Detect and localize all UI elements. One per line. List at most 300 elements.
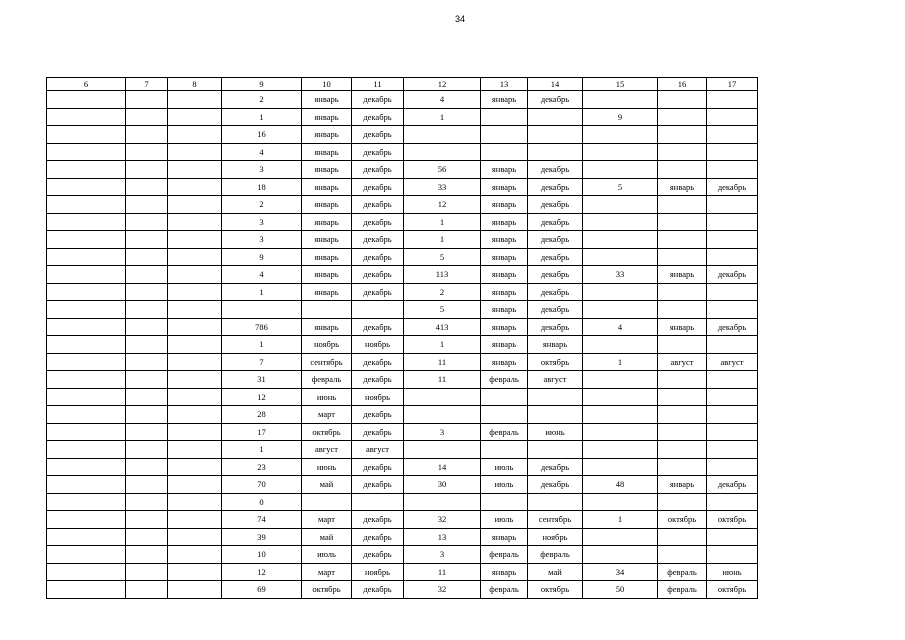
table-cell bbox=[168, 248, 222, 266]
table-cell bbox=[126, 476, 168, 494]
table-cell bbox=[47, 213, 126, 231]
table-cell bbox=[528, 493, 583, 511]
table-cell: 3 bbox=[404, 546, 481, 564]
table-cell: январь bbox=[658, 266, 707, 284]
table-cell: 31 bbox=[222, 371, 302, 389]
table-cell bbox=[583, 91, 658, 109]
table-cell: декабрь bbox=[707, 266, 758, 284]
table-cell bbox=[707, 336, 758, 354]
table-cell bbox=[707, 406, 758, 424]
table-cell: июль bbox=[481, 458, 528, 476]
column-header-0: 6 bbox=[47, 78, 126, 91]
table-cell bbox=[168, 213, 222, 231]
table-cell: 4 bbox=[222, 266, 302, 284]
table-cell bbox=[168, 196, 222, 214]
table-cell bbox=[47, 178, 126, 196]
table-cell: февраль bbox=[481, 546, 528, 564]
table-cell: июль bbox=[302, 546, 352, 564]
table-cell bbox=[126, 353, 168, 371]
table-cell bbox=[126, 581, 168, 599]
table-cell: 70 bbox=[222, 476, 302, 494]
table-cell bbox=[126, 178, 168, 196]
table-cell bbox=[583, 161, 658, 179]
table-row bbox=[47, 388, 758, 406]
table-cell bbox=[222, 301, 302, 319]
table-cell bbox=[658, 441, 707, 459]
column-header-8: 14 bbox=[528, 78, 583, 91]
table-cell bbox=[481, 493, 528, 511]
table-cell bbox=[168, 108, 222, 126]
table-cell: 13 bbox=[404, 528, 481, 546]
table-row bbox=[47, 528, 758, 546]
table-cell bbox=[168, 563, 222, 581]
data-table bbox=[46, 77, 758, 599]
table-cell bbox=[528, 108, 583, 126]
table-cell bbox=[583, 248, 658, 266]
table-cell: декабрь bbox=[352, 196, 404, 214]
table-cell: январь bbox=[658, 476, 707, 494]
table-cell: июль bbox=[481, 511, 528, 529]
table-cell bbox=[168, 528, 222, 546]
table-cell: ноябрь bbox=[302, 336, 352, 354]
table-cell bbox=[126, 266, 168, 284]
table-cell: январь bbox=[481, 318, 528, 336]
table-cell: 4 bbox=[583, 318, 658, 336]
table-cell: 28 bbox=[222, 406, 302, 424]
table-cell bbox=[707, 108, 758, 126]
table-cell: 5 bbox=[583, 178, 658, 196]
table-cell: август bbox=[352, 441, 404, 459]
table-cell bbox=[481, 388, 528, 406]
table-cell: март bbox=[302, 406, 352, 424]
table-cell: январь bbox=[302, 318, 352, 336]
table-cell: декабрь bbox=[528, 458, 583, 476]
table-cell bbox=[707, 528, 758, 546]
table-cell: 33 bbox=[583, 266, 658, 284]
table-cell bbox=[707, 301, 758, 319]
table-cell bbox=[707, 196, 758, 214]
table-cell: март bbox=[302, 511, 352, 529]
table-cell bbox=[47, 161, 126, 179]
table-cell bbox=[168, 336, 222, 354]
table-cell bbox=[658, 301, 707, 319]
table-cell bbox=[126, 336, 168, 354]
table-cell: 786 bbox=[222, 318, 302, 336]
table-cell bbox=[528, 406, 583, 424]
table-cell bbox=[658, 161, 707, 179]
table-cell: январь bbox=[658, 318, 707, 336]
table-cell bbox=[707, 213, 758, 231]
table-cell: декабрь bbox=[528, 91, 583, 109]
table-cell bbox=[528, 143, 583, 161]
table-cell: декабрь bbox=[352, 213, 404, 231]
table-cell: январь bbox=[481, 91, 528, 109]
table-cell: 11 bbox=[404, 371, 481, 389]
table-cell bbox=[302, 301, 352, 319]
table-cell: февраль bbox=[481, 371, 528, 389]
table-cell bbox=[47, 336, 126, 354]
table-cell bbox=[404, 126, 481, 144]
table-cell: 5 bbox=[404, 301, 481, 319]
table-cell: 23 bbox=[222, 458, 302, 476]
table-cell: 11 bbox=[404, 353, 481, 371]
table-cell bbox=[707, 546, 758, 564]
table-cell bbox=[168, 406, 222, 424]
table-cell bbox=[168, 581, 222, 599]
table-cell: 3 bbox=[222, 213, 302, 231]
table-row bbox=[47, 178, 758, 196]
table-cell: 9 bbox=[222, 248, 302, 266]
table-cell bbox=[168, 458, 222, 476]
table-row bbox=[47, 196, 758, 214]
table-cell: декабрь bbox=[528, 213, 583, 231]
table-cell bbox=[658, 458, 707, 476]
table-cell bbox=[658, 108, 707, 126]
table-cell: август bbox=[707, 353, 758, 371]
table-cell: декабрь bbox=[528, 161, 583, 179]
table-cell: январь bbox=[302, 161, 352, 179]
table-cell: 48 bbox=[583, 476, 658, 494]
table-row bbox=[47, 108, 758, 126]
table-cell: 2 bbox=[222, 196, 302, 214]
table-cell bbox=[707, 91, 758, 109]
table-cell bbox=[658, 126, 707, 144]
table-cell: январь bbox=[302, 213, 352, 231]
table-cell bbox=[583, 126, 658, 144]
table-cell: 3 bbox=[222, 231, 302, 249]
column-header-10: 16 bbox=[658, 78, 707, 91]
table-cell: декабрь bbox=[528, 196, 583, 214]
table-cell bbox=[658, 196, 707, 214]
table-cell bbox=[583, 406, 658, 424]
table-cell: декабрь bbox=[352, 581, 404, 599]
table-cell: январь bbox=[481, 528, 528, 546]
column-header-4: 10 bbox=[302, 78, 352, 91]
table-cell bbox=[658, 213, 707, 231]
table-cell: декабрь bbox=[352, 178, 404, 196]
table-cell: 7 bbox=[222, 353, 302, 371]
table-cell bbox=[707, 388, 758, 406]
table-cell bbox=[658, 423, 707, 441]
table-cell bbox=[168, 388, 222, 406]
table-cell: 17 bbox=[222, 423, 302, 441]
table-cell bbox=[47, 493, 126, 511]
table-cell bbox=[126, 371, 168, 389]
table-cell bbox=[583, 196, 658, 214]
table-cell bbox=[707, 283, 758, 301]
table-cell: 12 bbox=[222, 388, 302, 406]
table-row bbox=[47, 423, 758, 441]
table-cell bbox=[707, 248, 758, 266]
table-cell bbox=[404, 143, 481, 161]
table-cell bbox=[658, 406, 707, 424]
table-cell: 10 bbox=[222, 546, 302, 564]
table-cell: декабрь bbox=[528, 318, 583, 336]
table-cell: 33 bbox=[404, 178, 481, 196]
table-cell: февраль bbox=[481, 423, 528, 441]
table-row bbox=[47, 143, 758, 161]
table-cell bbox=[126, 423, 168, 441]
table-cell: август bbox=[302, 441, 352, 459]
table-cell: декабрь bbox=[352, 353, 404, 371]
table-cell: январь bbox=[302, 126, 352, 144]
table-row bbox=[47, 563, 758, 581]
table-cell bbox=[707, 371, 758, 389]
table-cell: декабрь bbox=[707, 476, 758, 494]
table-cell: декабрь bbox=[352, 528, 404, 546]
table-cell bbox=[168, 476, 222, 494]
table-cell: сентябрь bbox=[302, 353, 352, 371]
table-cell: январь bbox=[528, 336, 583, 354]
table-cell bbox=[168, 231, 222, 249]
table-cell: декабрь bbox=[352, 108, 404, 126]
table-cell bbox=[658, 546, 707, 564]
table-cell bbox=[47, 318, 126, 336]
table-cell bbox=[47, 126, 126, 144]
table-cell bbox=[528, 388, 583, 406]
table-cell bbox=[168, 493, 222, 511]
table-cell: декабрь bbox=[352, 283, 404, 301]
table-cell bbox=[47, 266, 126, 284]
table-cell bbox=[707, 493, 758, 511]
table-cell bbox=[126, 388, 168, 406]
table-cell bbox=[528, 441, 583, 459]
table-row bbox=[47, 301, 758, 319]
table-row bbox=[47, 511, 758, 529]
table-row bbox=[47, 581, 758, 599]
table-cell: 32 bbox=[404, 581, 481, 599]
table-cell bbox=[126, 196, 168, 214]
table-cell: декабрь bbox=[352, 161, 404, 179]
table-cell bbox=[47, 301, 126, 319]
table-cell: декабрь bbox=[528, 283, 583, 301]
table-cell bbox=[583, 231, 658, 249]
table-cell bbox=[404, 493, 481, 511]
table-row bbox=[47, 476, 758, 494]
table-cell bbox=[126, 493, 168, 511]
table-cell: январь bbox=[302, 266, 352, 284]
table-cell: 3 bbox=[222, 161, 302, 179]
table-row bbox=[47, 441, 758, 459]
table-cell bbox=[658, 371, 707, 389]
table-cell bbox=[168, 318, 222, 336]
table-cell: июнь bbox=[707, 563, 758, 581]
table-cell: декабрь bbox=[352, 476, 404, 494]
table-cell: январь bbox=[302, 283, 352, 301]
table-cell bbox=[583, 441, 658, 459]
table-cell bbox=[126, 108, 168, 126]
table-cell bbox=[481, 441, 528, 459]
table-cell bbox=[47, 248, 126, 266]
table-cell bbox=[168, 266, 222, 284]
table-cell: январь bbox=[302, 196, 352, 214]
table-cell bbox=[47, 371, 126, 389]
table-cell bbox=[707, 126, 758, 144]
table-cell: декабрь bbox=[528, 248, 583, 266]
table-cell bbox=[126, 406, 168, 424]
table-cell bbox=[126, 143, 168, 161]
table-cell: декабрь bbox=[352, 511, 404, 529]
table-cell: январь bbox=[302, 143, 352, 161]
table-row bbox=[47, 493, 758, 511]
table-cell: июнь bbox=[528, 423, 583, 441]
table-cell: сентябрь bbox=[528, 511, 583, 529]
table-row bbox=[47, 283, 758, 301]
table-cell bbox=[126, 563, 168, 581]
table-cell: октябрь bbox=[302, 581, 352, 599]
table-cell bbox=[47, 108, 126, 126]
table-cell: октябрь bbox=[302, 423, 352, 441]
table-cell bbox=[481, 406, 528, 424]
table-cell: май bbox=[528, 563, 583, 581]
table-cell bbox=[168, 301, 222, 319]
page-number: 34 bbox=[454, 14, 465, 24]
table-cell: январь bbox=[302, 91, 352, 109]
table-cell bbox=[126, 126, 168, 144]
table-cell bbox=[47, 406, 126, 424]
table-cell: 413 bbox=[404, 318, 481, 336]
table-cell: февраль bbox=[528, 546, 583, 564]
table-row bbox=[47, 336, 758, 354]
table-row bbox=[47, 213, 758, 231]
table-cell bbox=[126, 546, 168, 564]
table-cell: февраль bbox=[658, 581, 707, 599]
table-cell: июль bbox=[481, 476, 528, 494]
table-cell: январь bbox=[481, 301, 528, 319]
table-cell bbox=[583, 388, 658, 406]
table-row bbox=[47, 546, 758, 564]
table-cell: ноябрь bbox=[352, 336, 404, 354]
table-cell bbox=[126, 528, 168, 546]
table-cell bbox=[481, 143, 528, 161]
column-header-7: 13 bbox=[481, 78, 528, 91]
table-cell: 16 bbox=[222, 126, 302, 144]
table-cell bbox=[168, 546, 222, 564]
table-row bbox=[47, 371, 758, 389]
table-cell: декабрь bbox=[352, 266, 404, 284]
table-cell bbox=[168, 371, 222, 389]
table-cell: 1 bbox=[222, 283, 302, 301]
table-cell: 32 bbox=[404, 511, 481, 529]
table-cell: 2 bbox=[404, 283, 481, 301]
column-header-2: 8 bbox=[168, 78, 222, 91]
table-cell bbox=[404, 441, 481, 459]
table-cell: декабрь bbox=[352, 423, 404, 441]
table-cell: январь bbox=[481, 353, 528, 371]
table-cell: январь bbox=[481, 178, 528, 196]
table-cell: 1 bbox=[222, 108, 302, 126]
table-cell bbox=[707, 423, 758, 441]
table-cell: 1 bbox=[404, 336, 481, 354]
table-cell: декабрь bbox=[352, 371, 404, 389]
table-cell bbox=[47, 476, 126, 494]
table-cell bbox=[658, 231, 707, 249]
table-cell: декабрь bbox=[352, 231, 404, 249]
table-cell bbox=[658, 283, 707, 301]
table-cell: октябрь bbox=[707, 581, 758, 599]
table-cell bbox=[126, 511, 168, 529]
table-cell bbox=[47, 231, 126, 249]
table-cell bbox=[583, 283, 658, 301]
table-cell bbox=[168, 91, 222, 109]
table-cell: 1 bbox=[583, 511, 658, 529]
table-cell: декабрь bbox=[352, 248, 404, 266]
table-cell: январь bbox=[481, 266, 528, 284]
table-cell bbox=[126, 283, 168, 301]
table-cell: январь bbox=[302, 231, 352, 249]
table-cell: 1 bbox=[404, 213, 481, 231]
column-header-6: 12 bbox=[404, 78, 481, 91]
table-cell: 5 bbox=[404, 248, 481, 266]
table-cell: 69 bbox=[222, 581, 302, 599]
table-cell bbox=[47, 143, 126, 161]
table-cell bbox=[583, 213, 658, 231]
table-cell bbox=[404, 388, 481, 406]
table-cell bbox=[47, 528, 126, 546]
header-row bbox=[47, 78, 758, 91]
table-cell bbox=[126, 301, 168, 319]
table-cell: 12 bbox=[222, 563, 302, 581]
table-cell bbox=[47, 581, 126, 599]
table-cell: январь bbox=[481, 161, 528, 179]
table-cell: январь bbox=[302, 108, 352, 126]
table-cell bbox=[404, 406, 481, 424]
table-cell bbox=[126, 248, 168, 266]
column-header-9: 15 bbox=[583, 78, 658, 91]
table-cell: 2 bbox=[222, 91, 302, 109]
table-cell bbox=[658, 336, 707, 354]
table-cell: февраль bbox=[658, 563, 707, 581]
table-cell: октябрь bbox=[528, 353, 583, 371]
table-cell: декабрь bbox=[352, 91, 404, 109]
column-header-5: 11 bbox=[352, 78, 404, 91]
table-cell bbox=[583, 458, 658, 476]
table-cell bbox=[126, 213, 168, 231]
table-cell: октябрь bbox=[658, 511, 707, 529]
table-cell bbox=[658, 248, 707, 266]
table-cell bbox=[168, 441, 222, 459]
table-cell: 56 bbox=[404, 161, 481, 179]
column-header-1: 7 bbox=[126, 78, 168, 91]
table-cell: 50 bbox=[583, 581, 658, 599]
table-cell: ноябрь bbox=[528, 528, 583, 546]
table-cell: август bbox=[658, 353, 707, 371]
table-cell bbox=[168, 423, 222, 441]
table-cell: 0 bbox=[222, 493, 302, 511]
table-cell: декабрь bbox=[528, 266, 583, 284]
table-cell bbox=[352, 301, 404, 319]
table-cell: октябрь bbox=[707, 511, 758, 529]
table-cell: декабрь bbox=[352, 458, 404, 476]
table-cell: декабрь bbox=[352, 546, 404, 564]
table-cell bbox=[168, 143, 222, 161]
table-cell: январь bbox=[481, 196, 528, 214]
table-cell: октябрь bbox=[528, 581, 583, 599]
table-cell: декабрь bbox=[352, 126, 404, 144]
table-cell bbox=[658, 388, 707, 406]
table-cell bbox=[47, 546, 126, 564]
table-cell: 34 bbox=[583, 563, 658, 581]
table-cell: 12 bbox=[404, 196, 481, 214]
table-cell bbox=[47, 196, 126, 214]
table-cell: 3 bbox=[404, 423, 481, 441]
table-cell bbox=[126, 91, 168, 109]
table-cell bbox=[126, 161, 168, 179]
table-cell: июнь bbox=[302, 458, 352, 476]
table-row bbox=[47, 406, 758, 424]
table-cell: январь bbox=[481, 336, 528, 354]
table-cell bbox=[47, 353, 126, 371]
